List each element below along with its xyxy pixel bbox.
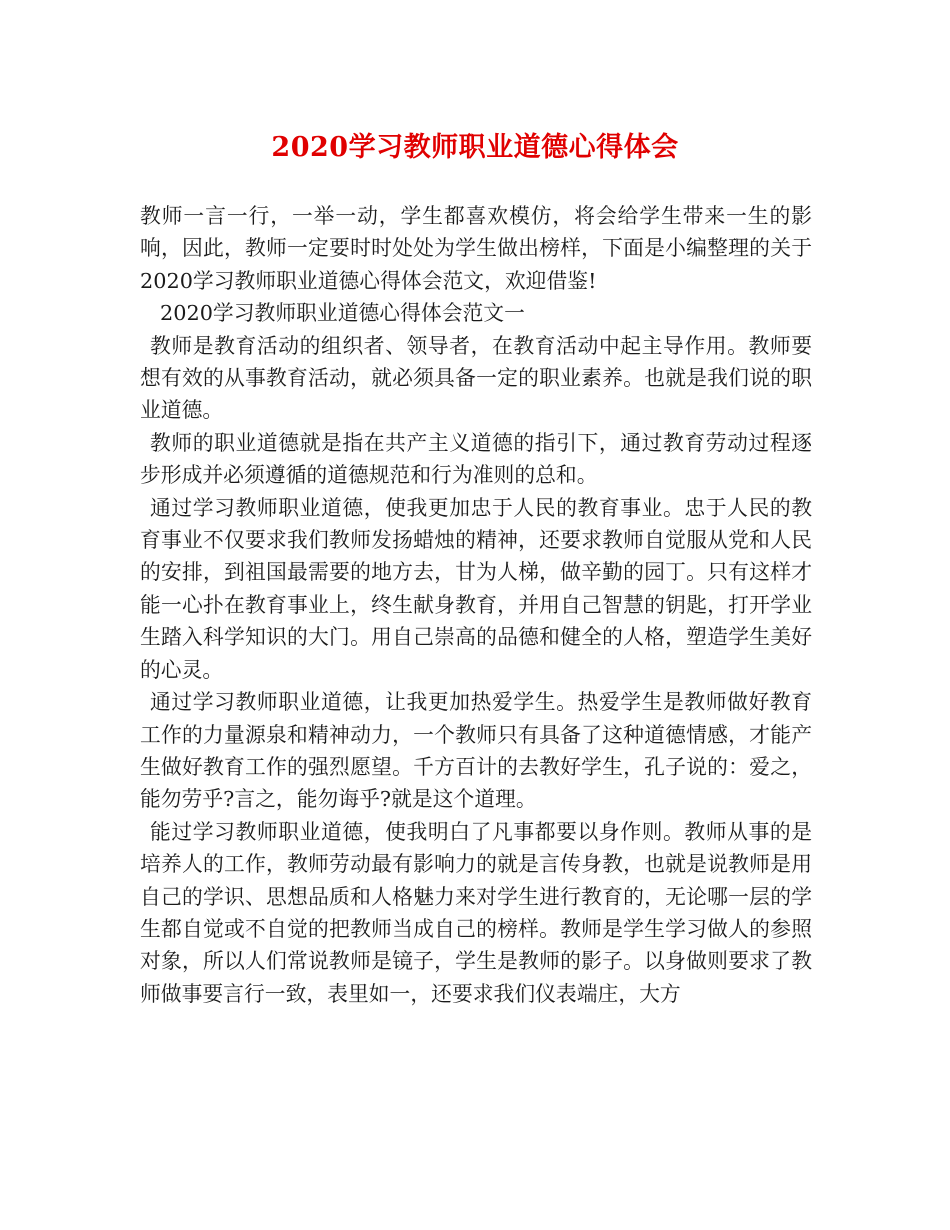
document-title: 2020学习教师职业道德心得体会 — [271, 132, 679, 163]
intro-paragraph: 教师一言一行，一举一动，学生都喜欢模仿，将会给学生带来一生的影响，因此，教师一定要时时处处为学生做出榜样，下面是小编整理的关于2020学习教师职业道德心得体会范文，欢迎借鉴! — [140, 204, 812, 293]
section-subheading: 2020学习教师职业道德心得体会范文一 — [160, 301, 525, 326]
body-paragraph: 教师是教育活动的组织者、领导者，在教育活动中起主导作用。教师要想有效的从事教育活动，就必须具备一定的职业素养。也就是我们说的职业道德。 — [140, 333, 812, 423]
body-paragraph: 能过学习教师职业道德，使我明白了凡事都要以身作则。教师从事的是培养人的工作，教师劳动最有影响力的就是言传身教，也就是说教师是用自己的学识、思想品质和人格魅力来对学生进行教育的，无论哪一层的学生都自觉或不自觉的把教师当成自己的榜样。教师是学生学习做人的参照对象，所以人们常说教师是镜子，学生是教师的影子。以身做则要求了教师做事要言行一致，表里如一，还要求我们仪表端庄，大方 — [140, 819, 812, 1006]
document-body — [140, 200, 812, 1010]
body-paragraph: 通过学习教师职业道德，让我更加热爱学生。热爱学生是教师做好教育工作的力量源泉和精神动力，一个教师只有具备了这种道德情感，才能产生做好教育工作的强烈愿望。千方百计的去教好学生，孔子说的：爱之，能勿劳乎?言之，能勿诲乎?就是这个道理。 — [140, 690, 812, 812]
body-paragraph: 教师的职业道德就是指在共产主义道德的指引下，通过教育劳动过程逐步形成并必须遵循的道德规范和行为准则的总和。 — [140, 430, 812, 488]
body-paragraph: 通过学习教师职业道德，使我更加忠于人民的教育事业。忠于人民的教育事业不仅要求我们教师发扬蜡烛的精神，还要求教师自觉服从党和人民的安排，到祖国最需要的地方去，甘为人梯，做辛勤的园丁。只有这样才能一心扑在教育事业上，终生献身教育，并用自己智慧的钥匙，打开学业生踏入科学知识的大门。用自己崇高的品德和健全的人格，塑造学生美好的心灵。 — [140, 495, 812, 682]
